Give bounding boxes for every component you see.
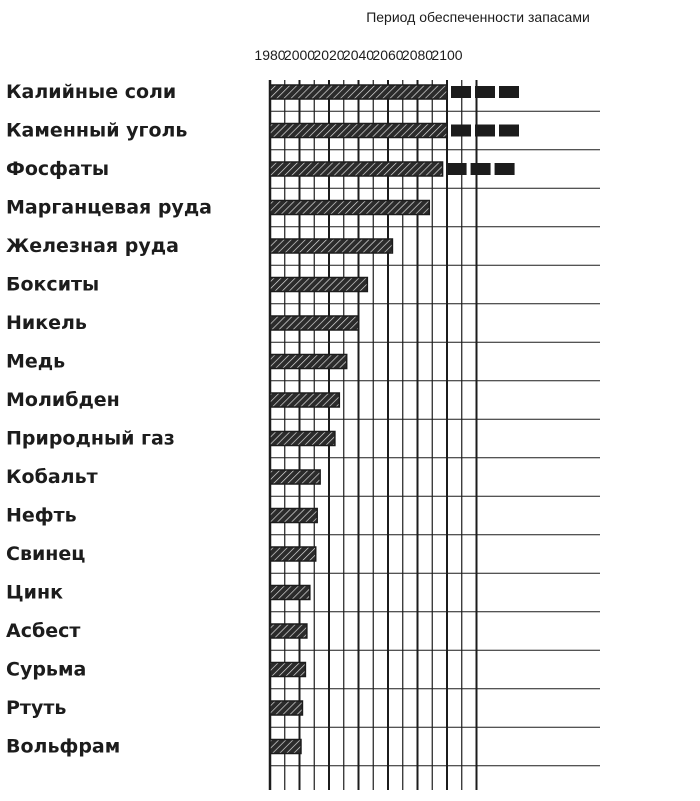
x-tick-label-2000: 2000 [283, 47, 316, 63]
x-axis-ticks [254, 47, 462, 63]
category-label-9: Молибден [6, 389, 120, 411]
bar-6 [270, 278, 367, 292]
bar-2-continuation-1 [451, 125, 471, 137]
category-label-12: Нефть [6, 504, 77, 527]
category-label-14: Цинк [6, 581, 63, 604]
bar-15 [270, 624, 307, 638]
category-label-10: Природный газ [6, 427, 175, 450]
bar-2 [270, 124, 447, 138]
category-label-17: Ртуть [6, 697, 67, 719]
bar-4 [270, 201, 429, 215]
bar-18 [270, 740, 301, 754]
bar-5 [270, 239, 392, 253]
category-labels [6, 81, 212, 758]
bar-7 [270, 316, 359, 330]
bar-12 [270, 509, 317, 523]
category-label-18: Вольфрам [6, 735, 121, 758]
bar-3-continuation-1 [447, 163, 467, 175]
category-label-16: Сурьма [6, 658, 87, 681]
bar-17 [270, 701, 302, 715]
bar-16 [270, 663, 305, 677]
bar-10 [270, 432, 335, 446]
bar-1-continuation-1 [451, 86, 471, 98]
category-label-8: Медь [6, 350, 66, 373]
category-label-2: Каменный уголь [6, 119, 188, 142]
bar-3-continuation-2 [471, 163, 491, 175]
x-tick-label-2040: 2040 [342, 47, 375, 63]
x-tick-label-2100: 2100 [431, 47, 463, 63]
category-label-5: Железная руда [6, 235, 179, 257]
bar-14 [270, 586, 310, 600]
bar-2-continuation-2 [475, 125, 495, 137]
chart-title: Период обеспеченности запасами [366, 9, 590, 25]
bar-1 [270, 85, 447, 99]
bar-8 [270, 355, 347, 369]
bar-11 [270, 470, 320, 484]
x-tick-label-2080: 2080 [401, 47, 434, 63]
category-label-6: Бокситы [6, 273, 100, 296]
bar-13 [270, 547, 316, 561]
category-label-15: Асбест [6, 620, 81, 642]
bar-1-continuation-2 [475, 86, 495, 98]
bar-2-continuation-3 [499, 125, 519, 137]
bar-9 [270, 393, 339, 407]
bar-3 [270, 162, 443, 176]
category-label-4: Марганцевая руда [6, 196, 212, 219]
category-label-7: Никель [6, 312, 87, 334]
bar-1-continuation-3 [499, 86, 519, 98]
category-label-3: Фосфаты [6, 158, 110, 180]
x-tick-label-2020: 2020 [313, 47, 345, 63]
category-label-1: Калийные соли [6, 81, 177, 103]
bar-3-continuation-3 [495, 163, 515, 175]
x-tick-label-2060: 2060 [372, 47, 404, 63]
x-tick-label-1980: 1980 [254, 47, 286, 63]
category-label-13: Свинец [6, 543, 86, 565]
category-label-11: Кобальт [6, 466, 98, 488]
